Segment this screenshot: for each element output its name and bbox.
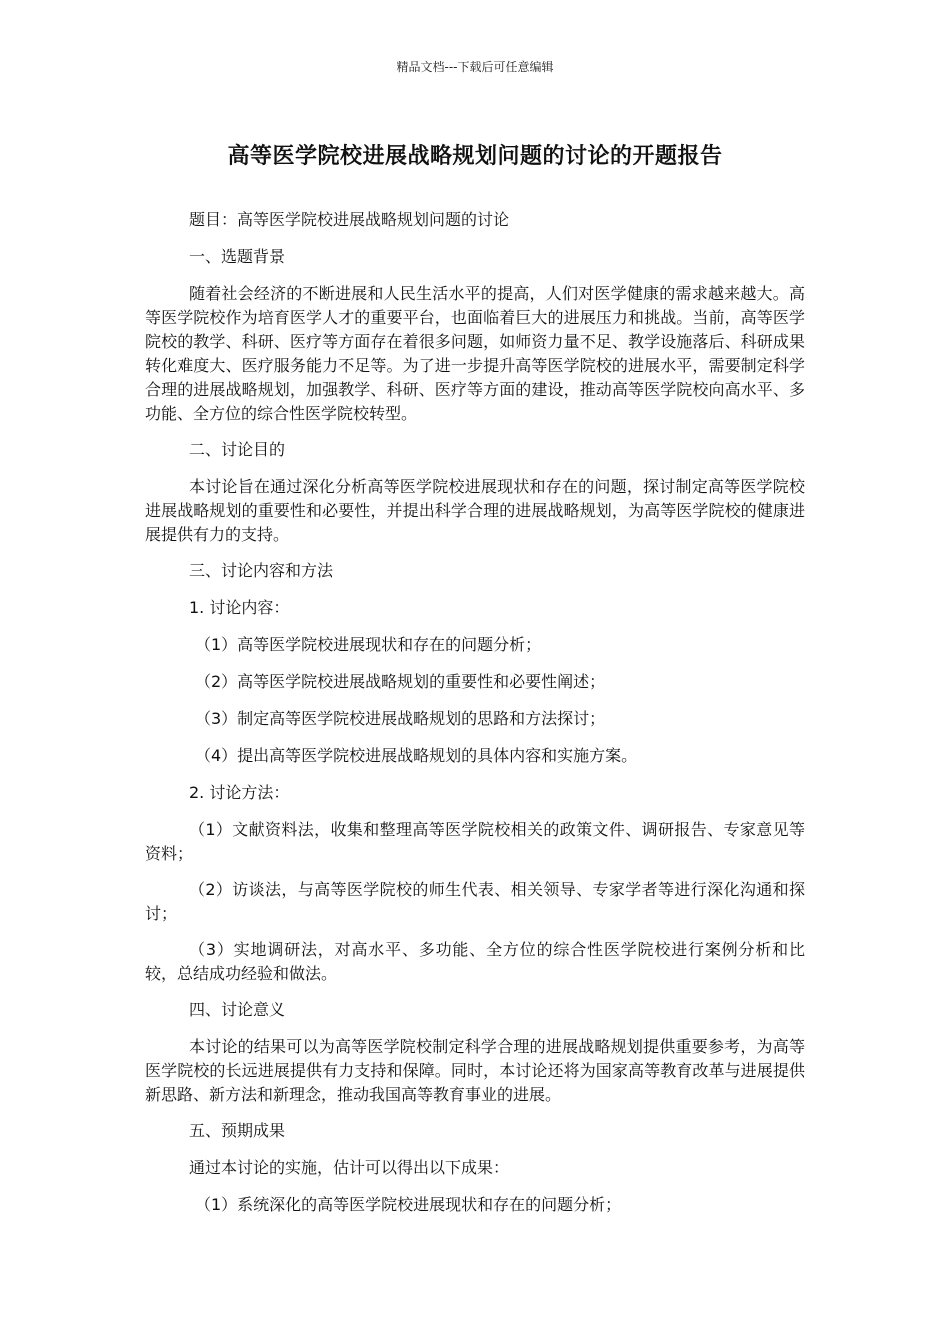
document-title: 高等医学院校进展战略规划问题的讨论的开题报告 <box>227 144 723 169</box>
topic-line: 题目：高等医学院校进展战略规划问题的讨论 <box>189 210 510 229</box>
method-label: 2. 讨论方法： <box>189 783 290 802</box>
background-paragraph: 随着社会经济的不断进展和人民生活水平的提高，人们对医学健康的需求越来越大。高等医学院校作为培育医学人才的重要平台，也面临着巨大的进展压力和挑战。当前，高等医学院校的教学、科研、医疗等方面存在着很多问题，如师资力量不足、教学设施落后、科研成果转化难度大、医疗服务能力不足等。为了进一步提升高等医学院校的进展水平，需要制定科学合理的进展战略规划，加强教学、科研、医疗等方面的建设，推动高等医学院校向高水平、多功能、全方位的综合性医学院校转型。 <box>145 284 805 423</box>
section-heading-expected-results: 五、预期成果 <box>189 1121 286 1140</box>
section-heading-content-method: 三、讨论内容和方法 <box>189 561 334 580</box>
document-body <box>145 208 805 1230</box>
method-item-1: （1）文献资料法，收集和整理高等医学院校相关的政策文件、调研报告、专家意见等资料； <box>145 820 805 863</box>
content-label: 1. 讨论内容： <box>189 598 290 617</box>
expected-results-intro: 通过本讨论的实施，估计可以得出以下成果： <box>189 1158 510 1177</box>
method-item-2: （2）访谈法，与高等医学院校的师生代表、相关领导、专家学者等进行深化沟通和探讨； <box>145 880 805 923</box>
section-heading-background: 一、选题背景 <box>189 247 286 266</box>
purpose-paragraph: 本讨论旨在通过深化分析高等医学院校进展现状和存在的问题，探讨制定高等医学院校进展战略规划的重要性和必要性，并提出科学合理的进展战略规划，为高等医学院校的健康进展提供有力的支持。 <box>145 477 805 544</box>
content-item-4: （4）提出高等医学院校进展战略规划的具体内容和实施方案。 <box>195 746 638 765</box>
expected-result-item-1: （1）系统深化的高等医学院校进展现状和存在的问题分析； <box>195 1195 622 1214</box>
significance-paragraph: 本讨论的结果可以为高等医学院校制定科学合理的进展战略规划提供重要参考，为高等医学院校的长远进展提供有力支持和保障。同时，本讨论还将为国家高等教育改革与进展提供新思路、新方法和新理念，推动我国高等教育事业的进展。 <box>145 1037 805 1104</box>
content-item-3: （3）制定高等医学院校进展战略规划的思路和方法探讨； <box>195 709 606 728</box>
method-item-3: （3）实地调研法，对高水平、多功能、全方位的综合性医学院校进行案例分析和比较，总结成功经验和做法。 <box>145 940 805 983</box>
section-heading-purpose: 二、讨论目的 <box>189 440 286 459</box>
section-heading-significance: 四、讨论意义 <box>189 1000 286 1019</box>
content-item-1: （1）高等医学院校进展现状和存在的问题分析； <box>195 635 542 654</box>
page-header: 精品文档---下载后可任意编辑 <box>396 60 554 74</box>
content-item-2: （2）高等医学院校进展战略规划的重要性和必要性阐述； <box>195 672 606 691</box>
